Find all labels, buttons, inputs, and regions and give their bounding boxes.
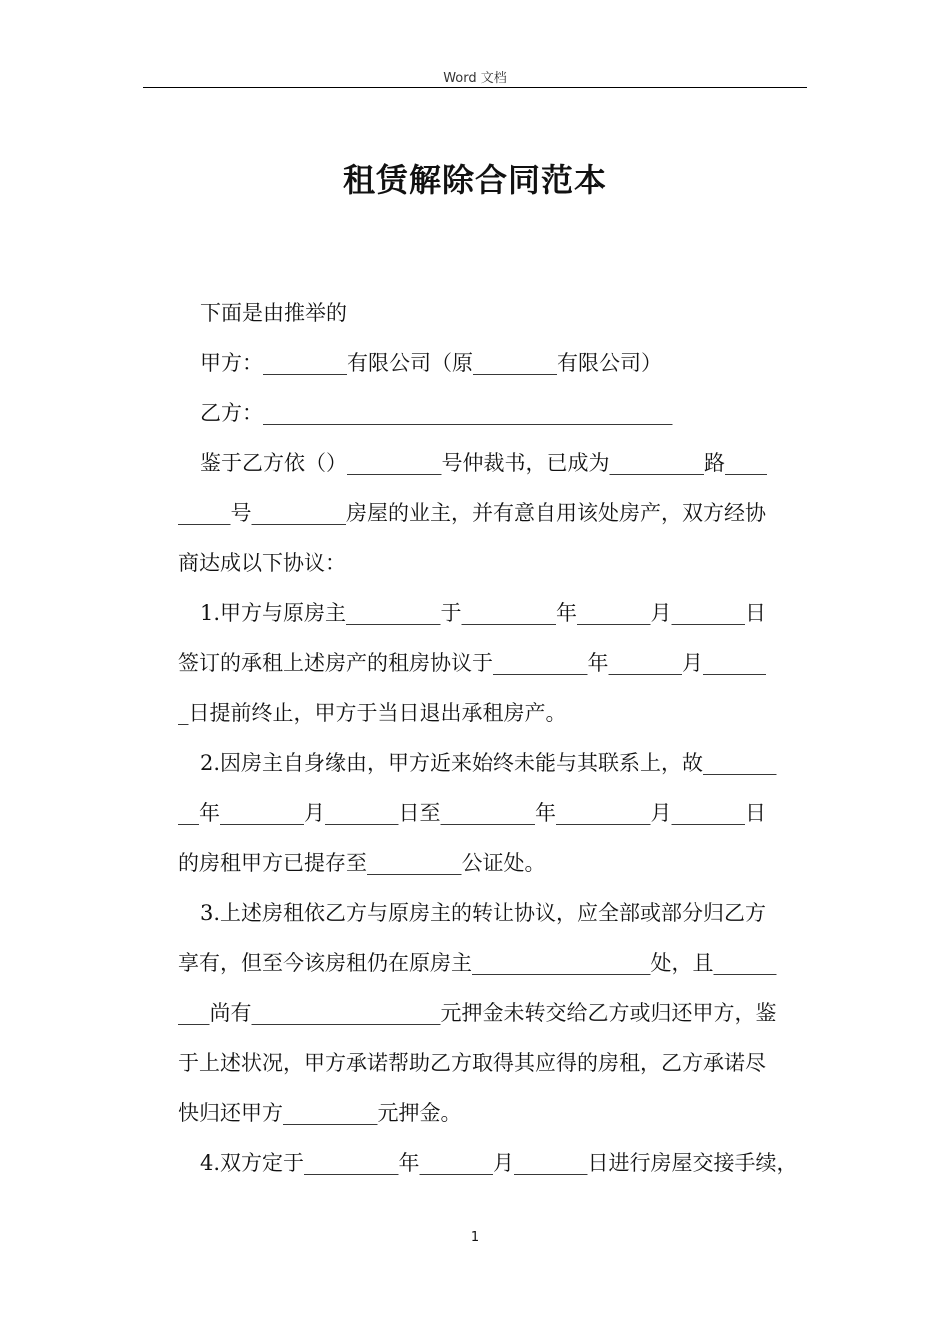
clause-4-line: 4.双方定于_________年_______月_______日进行房屋交接手续， [200,1151,798,1175]
paragraph-line: __年________月_______日至_________年_________月_______日 [178,801,766,825]
party-b-line: 乙方：_______________________________________ [200,401,673,425]
paragraph-line: ___尚有__________________元押金未转交给乙方或归还甲方，鉴 [178,1001,777,1025]
page-header: Word 文档 [443,71,507,86]
paragraph-line: 下面是由推举的 [200,301,347,325]
document-body [178,288,808,1188]
clause-3-line: 3.上述房租依乙方与原房主的转让协议，应全部或部分归乙方 [200,901,767,925]
paragraph-line: 快归还甲方_________元押金。 [178,1101,462,1125]
paragraph-line: 商达成以下协议： [178,551,346,575]
paragraph-line: 的房租甲方已提存至_________公证处。 [178,851,546,875]
paragraph-line: 鉴于乙方依（）_________号仲裁书，已成为_________路____ [200,451,767,475]
paragraph-line: _日提前终止，甲方于当日退出承租房产。 [178,701,567,725]
header-divider [143,87,807,88]
paragraph-line: 于上述状况，甲方承诺帮助乙方取得其应得的房租，乙方承诺尽 [178,1051,766,1075]
clause-1-line: 1.甲方与原房主_________于_________年_______月_______日 [200,601,767,625]
paragraph-line: 签订的承租上述房产的租房协议于_________年_______月______ [178,651,766,675]
party-a-line: 甲方：________有限公司（原________有限公司） [200,351,662,375]
page-number: 1 [470,1230,480,1245]
document-title: 租赁解除合同范本 [342,161,607,199]
paragraph-line: 享有，但至今该房租仍在原房主_________________处，且______ [178,951,777,975]
clause-2-line: 2.因房主自身缘由，甲方近来始终未能与其联系上，故_______ [200,751,777,775]
paragraph-line: _____号_________房屋的业主，并有意自用该处房产，双方经协 [178,501,766,525]
